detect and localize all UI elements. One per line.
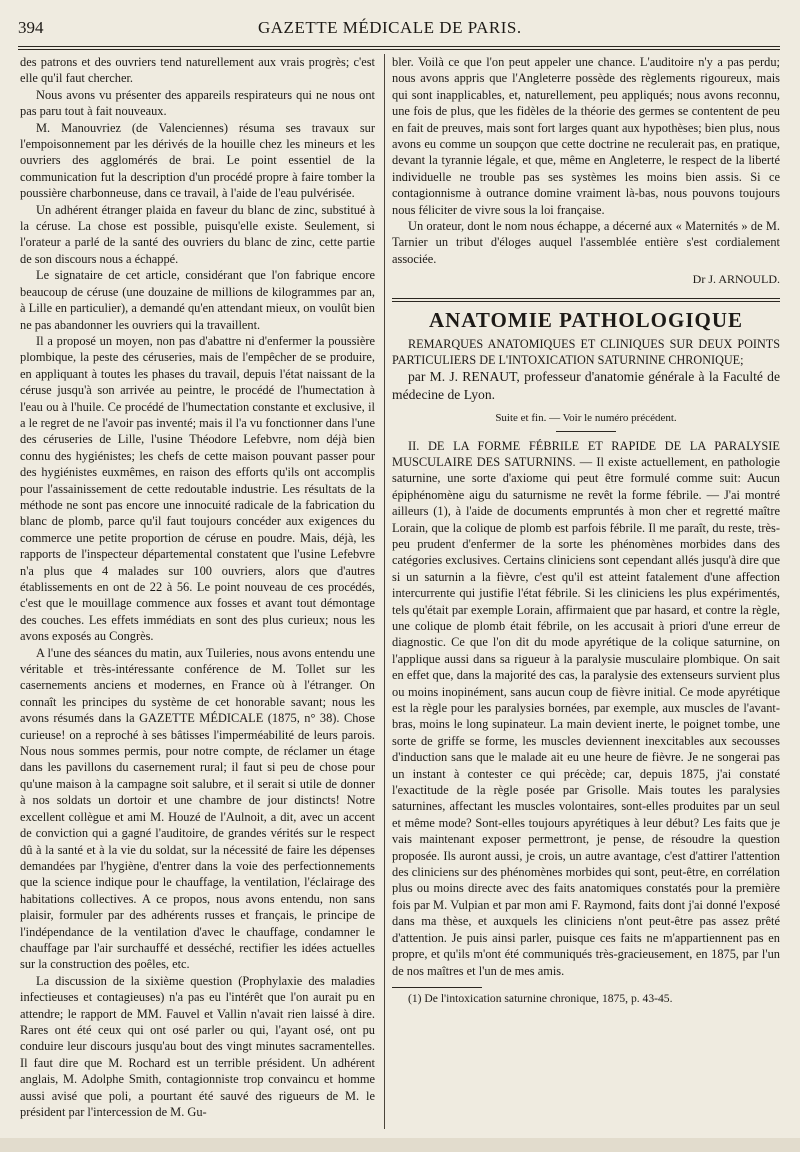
author-line: par M. J. RENAUT, professeur d'anatomie générale à la Faculté de médecine de Lyon. — [392, 369, 780, 403]
paragraph: Il a proposé un moyen, non pas d'abattre ni d'enfermer la poussière plombique, la peste des céruseries, mais de l'empêcher de se produire, en appliquant à toutes les phases du travail, depuis l'état naissant de la céruse jusqu'à son arrivée au peintre, le procédé de l'humectation à l'eau ou à l'huile. Ce procédé de l'humectation constante et exclusive, il a le regret de ne l'avoir pas inventé; mais il l'a vu fonctionner dans l'une des céruseries de Lille, l'usine Théodore Lefebvre, nom déjà bien connu des hygiénistes; les chefs de cette maison pouvant passer pour des hygiénistes euxmêmes, en raison des efforts qu'ils ont accomplis pour l'assainissement de cette redoutable industrie. Les résultats de la méthode ne sont pas encore une innocuité radicale de la fabrication du blanc de plomb, parce qu'il faut toujours concéder aux exigences du commerce une petite proportion de céruse en poudre. Mais, déjà, les rapports de l'inspecteur départemental constatent que l'usine Lefebvre n'a plus que 4 malades sur 100 ouvriers, alors que d'autres établissements en ont de 22 à 56. Le point nouveau de ces procédés, c'est que le mouillage commence aux fosses et avant tout démontage des couches. Les effets immédiats en sont des plus curieux; nous les avons exposés au Congrès. — [20, 333, 375, 644]
paragraph: Un adhérent étranger plaida en faveur du blanc de zinc, substitué à la céruse. La chose est possible, puisqu'elle existe. Seulement, si l'orateur a parlé de la santé des ouvriers du blanc de zinc, cette partie de son discours nous a échappé. — [20, 202, 375, 266]
page-number: 394 — [18, 18, 44, 37]
right-column — [392, 54, 780, 1006]
running-title: GAZETTE MÉDICALE DE PARIS. — [258, 18, 522, 37]
article-heading: REMARQUES ANATOMIQUES ET CLINIQUES SUR DEUX POINTS PARTICULIERS DE L'INTOXICATION SATURNINE CHRONIQUE; — [392, 337, 780, 368]
continuation-note: Suite et fin. — Voir le numéro précédent. — [495, 412, 677, 425]
paragraph: M. Manouvriez (de Valenciennes) résuma ses travaux sur l'empoisonnement par les dérivés de la houille chez les mineurs et les ouvriers des agglomérés de brai. Le point essentiel de la communication fut la description d'un procédé propre à faire tomber la poussière charbonneuse, dans ce travail, à l'aide de l'eau pulvérisée. — [20, 120, 375, 201]
section-rule — [392, 298, 780, 299]
header-rule — [18, 46, 780, 47]
section-rule-double — [392, 301, 780, 302]
header-rule-double — [18, 49, 780, 50]
left-column — [20, 54, 375, 1120]
section-title: ANATOMIE PATHOLOGIQUE — [428, 307, 744, 332]
paragraph: des patrons et des ouvriers tend naturellement aux vrais progrès; c'est elle qu'il faut chercher. — [20, 55, 375, 86]
column-divider — [384, 54, 385, 1129]
footnote: (1) De l'intoxication saturnine chronique, 1875, p. 43-45. — [408, 991, 673, 1005]
paragraph: Le signataire de cet article, considérant que l'on fabrique encore beaucoup de céruse (une douzaine de millions de kilogrammes par an, à Lille en particulier), a demandé qu'en attendant mieux, on voulût bien ne pas abandonner les ouvriers qui la travaillent. — [20, 268, 375, 332]
paragraph: bler. Voilà ce que l'on peut appeler une chance. L'auditoire n'y a pas perdu; nous avons appris que l'Angleterre possède des règlements rigoureux, mais qui sont inapplicables, et, naturellement, peu appliqués; nous avons reconnu, une fois de plus, que les fidèles de la théorie des germes se contentent de peu en fait de preuves, mais sont fort larges quant aux hypothèses; bien plus, nous avons eu comme un soupçon que cette doctrine ne reculerait pas, en pratique, devant la tyrannie légale, et que, même en Angleterre, le respect de la liberté individuelle ne trouble pas ses systèmes les moins bien assis. Si ce contagionnisme à outrance domine vraiment là-bas, nous pouvons toujours nous féliciter de vivre sous la loi française. — [392, 55, 780, 217]
page-bottom-edge — [0, 1138, 800, 1152]
paragraph: Nous avons vu présenter des appareils respirateurs qui ne nous ont pas paru tout à fait nouveaux. — [20, 87, 375, 119]
paragraph: A l'une des séances du matin, aux Tuileries, nous avons entendu une véritable et très-intéressante conférence de M. Tollet sur les casernements anciens et modernes, en France où à l'étranger. On connaît les principes du système de cet honorable savant; nous les avons résumés dans la GAZETTE MÉDICALE (1875, n° 38). Chose curieuse! on a reproché à ses bâtisses l'imperméabilité de leurs parois. Nous nous sommes permis, pour notre compte, de réclamer un étage dans les pavillons du casernement rural; il faut si peu de chose pour qu'une maison à la campagne soit salubre, et il serait si utile de donner à nos soldats un dortoir et une chambre de jour distincts! Notre excellent collègue et ami M. Houzé de l'Aulnoit, a dit, avec un accent de conviction qui a gagné l'auditoire, de grandes vérités sur le respect dû à la santé et à la vie du soldat, sur la nécessité de faire les dépenses demandées par l'hygiène, d'entrer dans la voie des perfectionnements que la science indique pour le chauffage, la ventilation, l'éclairage des habitations collectives. A ce propos, nous avons entendu, non sans plaisir, formuler par des adhérents russes et français, le principe de l'indépendance de la ventilation d'avec le chauffage, condamner le chauffage par l'air surchauffé et desséché, rectifier les idées actuelles sur la construction des poêles, etc. — [20, 645, 375, 972]
short-rule — [556, 431, 616, 432]
paragraph: Un orateur, dont le nom nous échappe, a décerné aux « Maternités » de M. Tarnier un tribut d'éloges auquel l'assemblée entière s'est cordialement associée. — [392, 219, 780, 266]
paragraph: La discussion de la sixième question (Prophylaxie des maladies infectieuses et contagieuses) n'a pas eu l'intérêt que l'on aurait pu en attendre; le rapport de MM. Fauvel et Vallin n'avait rien laissé à dire. Rares ont été ceux qui ont osé parler ou qui, l'ayant osé, ont pu conduire leur discours jusqu'au bout des vingt minutes sacramentelles. Il faut dire que M. Rochard est un terrible président. Un adhérent anglais, M. Adolphe Smith, contagionniste trop convaincu et homme aussi avisé que poli, a pourtant été sauvé des rigueurs de M. le président par l'intercession de M. Gu- — [20, 973, 375, 1119]
page-header — [18, 18, 778, 42]
footnote-rule — [392, 987, 482, 988]
article-paragraph: II. DE LA FORME FÉBRILE ET RAPIDE DE LA PARALYSIE MUSCULAIRE DES SATURNINS. — Il existe actuellement, en pathologie saturnine, une sorte d'axiome qui peut être formulé comme suit: Aucun épiphénomène aigu du saturnisme ne revêt la forme fébrile. — J'ai montré ailleurs (1), à l'aide de documents empruntés à mon cher et regretté maître Lorain, que la colique de plomb est parfois fébrile. Il me paraît, du reste, très-peu prudent d'enfermer de la sorte les phénomènes morbides dans des catégories exclusives. Certains cliniciens sont cependant allés jusqu'à dire que si un saturnin a la fièvre, c'est qu'il est atteint fatalement d'une affection intercurrente qui justifie l'état fébrile. Si les cliniciens les plus expérimentés, tels qu'était par exemple Lorain, affirmaient que par hasard, et contre la règle, une colique de plomb était fébrile, on les accusait à priori d'une erreur de diagnostic. Ce que l'on dit du mode apyrétique de la colique saturnine, on l'applique aussi dans sa rigueur à la paralysie musculaire plombique. On sait en effet que, dans la majorité des cas, la paralysie des extenseurs survient plus ou moins inopinément, sans aucun coup de fièvre initial. Ce mode apyrétique est la règle pour les paralysies bornées, par exemple, aux muscles de l'avant-bras, moins le long supinateur. La main devient inerte, le poignet tombe, une sorte de griffe se forme, les muscles deviennent inexcitables aux secousses d'induction sans que le malade ait eu une heure de fièvre. Je ne songerai pas un instant à contester ce qui précède; car, depuis 1875, j'ai constaté l'exactitude de la règle posée par Grisolle. Mais toutes les paralysies saturnines, affectant les muscles volontaires, sont-elles produites par un seul et même mode? Sont-elles toujours apyrétiques à leur début? Les faits que je vais maintenant exposer permettront, je pense, de résoudre la question proposée. Ils auront aussi, je crois, un autre avantage, c'est d'attirer l'attention des cliniciens sur des phénomènes morbides qui sont, peut-être, en corrélation plus ou moins directe avec des faits anatomiques constatés pour la première fois par M. Vulpian et par mon ami F. Raymond, faits dont j'ai donné l'exposé dans ma thèse, et auxquels les cliniciens n'ont peut-être pas assez prêté d'attention. Je puis ainsi parler, puisque ces faits ne m'appartiennent pas en propre, et qu'ils m'ont été communiqués très-gracieusement, en 1875, par l'un de nos maîtres et l'un de mes amis. — [392, 438, 780, 978]
author-signature: Dr J. ARNOULD. — [692, 272, 780, 287]
